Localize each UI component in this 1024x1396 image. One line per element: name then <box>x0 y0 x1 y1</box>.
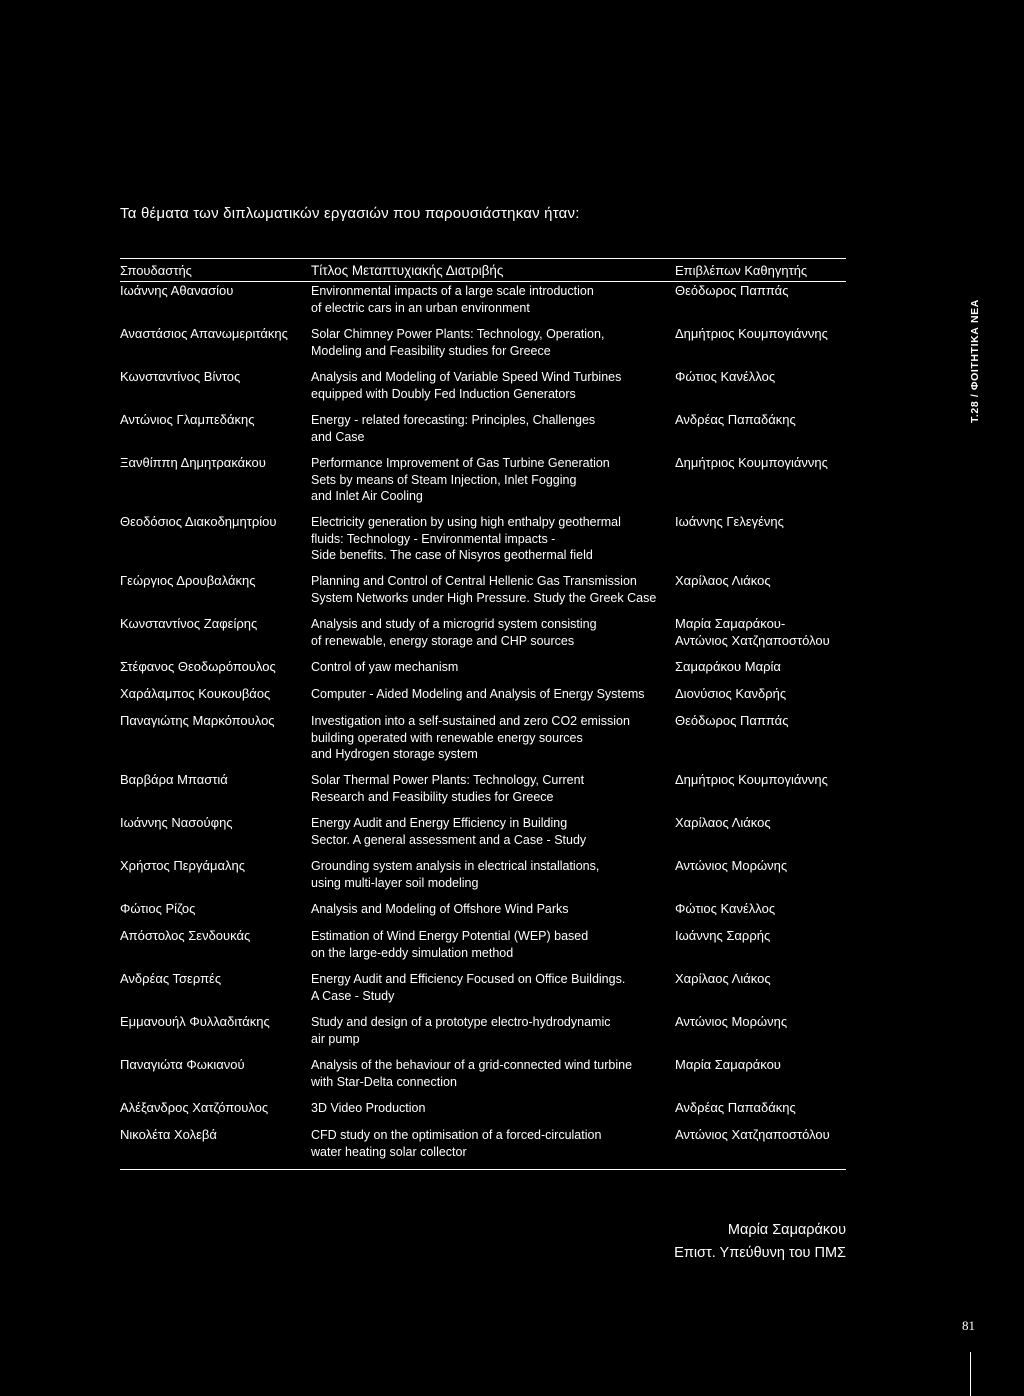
table-row <box>120 282 846 325</box>
supervisor-name: Αντώνιος Μορώνης <box>675 858 788 873</box>
page-number-rule <box>970 1352 971 1396</box>
table-row <box>120 454 846 513</box>
supervisor-name: Φώτιος Κανέλλος <box>675 901 776 916</box>
supervisor-name: Αντώνιος Χατζηαποστόλου <box>675 1127 830 1142</box>
student-name: Ιωάννης Αθανασίου <box>120 283 234 298</box>
thesis-title: Energy Audit and Efficiency Focused on Office Buildings. A Case - Study <box>311 972 626 1003</box>
supervisor-name: Αντώνιος Μορώνης <box>675 1014 788 1029</box>
student-name: Φώτιος Ρίζος <box>120 901 196 916</box>
thesis-title: Analysis and Modeling of Variable Speed Wind Turbines equipped with Doubly Fed Induction Generators <box>311 370 622 401</box>
header-student: Σπουδαστής <box>120 262 192 278</box>
student-name: Κωνσταντίνος Βίντος <box>120 369 241 384</box>
thesis-title: Solar Chimney Power Plants: Technology, Operation, Modeling and Feasibility studies for Greece <box>311 327 605 358</box>
thesis-title: Analysis and study of a microgrid system consisting of renewable, energy storage and CHP sources <box>311 617 597 648</box>
table-row <box>120 411 846 454</box>
supervisor-name: Διονύσιος Κανδρής <box>675 686 787 701</box>
supervisor-name: Δημήτριος Κουμπογιάννης <box>675 326 828 341</box>
page-number: 81 <box>962 1318 975 1333</box>
supervisor-name: Ανδρέας Παπαδάκης <box>675 1100 796 1115</box>
student-name: Αλέξανδρος Χατζόπουλος <box>120 1100 269 1115</box>
signature-name: Μαρία Σαμαράκου <box>727 1222 846 1238</box>
thesis-table <box>120 258 846 1170</box>
thesis-title: Study and design of a prototype electro-hydrodynamic air pump <box>311 1015 611 1046</box>
table-row <box>120 325 846 368</box>
table-header <box>120 259 846 282</box>
student-name: Απόστολος Σενδουκάς <box>120 928 251 943</box>
student-name: Παναγιώτα Φωκιανού <box>120 1057 245 1072</box>
student-name: Χαράλαμπος Κουκουβάος <box>120 686 271 701</box>
supervisor-name: Δημήτριος Κουμπογιάννης <box>675 455 828 470</box>
thesis-title: 3D Video Production <box>311 1101 426 1115</box>
thesis-title: Environmental impacts of a large scale introduction of electric cars in an urban environment <box>311 284 594 315</box>
supervisor-name: Χαρίλαος Λιάκος <box>675 573 771 588</box>
student-name: Ανδρέας Τσερπές <box>120 971 222 986</box>
student-name: Νικολέτα Χολεβά <box>120 1127 217 1142</box>
student-name: Ιωάννης Νασούφης <box>120 815 233 830</box>
student-name: Εμμανουήλ Φυλλαδιτάκης <box>120 1014 270 1029</box>
table-row <box>120 513 846 572</box>
table-row <box>120 1126 846 1169</box>
signature-block <box>674 1219 846 1265</box>
thesis-title: Performance Improvement of Gas Turbine Generation Sets by means of Steam Injection, Inlet Fogging and Inlet Air Cooling <box>311 456 610 503</box>
thesis-title: Energy - related forecasting: Principles, Challenges and Case <box>311 413 596 444</box>
table-row <box>120 927 846 970</box>
student-name: Κωνσταντίνος Ζαφείρης <box>120 616 258 631</box>
header-supervisor: Επιβλέπων Καθηγητής <box>675 262 808 278</box>
table-row <box>120 685 846 712</box>
supervisor-name: Σαμαράκου Μαρία <box>675 659 781 674</box>
table-row <box>120 1099 846 1126</box>
thesis-title: Control of yaw mechanism <box>311 660 459 674</box>
thesis-title: Computer - Aided Modeling and Analysis of Energy Systems <box>311 687 645 701</box>
supervisor-name: Χαρίλαος Λιάκος <box>675 971 771 986</box>
supervisor-name: Ιωάννης Γελεγένης <box>675 514 784 529</box>
table-bottom-rule <box>120 1169 846 1170</box>
table-row <box>120 857 846 900</box>
table-row <box>120 900 846 927</box>
student-name: Παναγιώτης Μαρκόπουλος <box>120 713 275 728</box>
supervisor-name: Ιωάννης Σαρρής <box>675 928 771 943</box>
table-row <box>120 368 846 411</box>
header-title: Τίτλος Μεταπτυχιακής Διατριβής <box>311 262 504 278</box>
side-section-label <box>966 286 984 436</box>
student-name: Αναστάσιος Απανωμεριτάκης <box>120 326 288 341</box>
supervisor-name: Θεόδωρος Παππάς <box>675 713 789 728</box>
supervisor-name: Ανδρέας Παπαδάκης <box>675 412 796 427</box>
student-name: Χρήστος Περγάμαλης <box>120 858 245 873</box>
intro-text: Τα θέματα των διπλωματικών εργασιών που παρουσιάστηκαν ήταν: <box>120 205 580 222</box>
thesis-title: Grounding system analysis in electrical installations, using multi-layer soil modeling <box>311 859 600 890</box>
supervisor-name: Φώτιος Κανέλλος <box>675 369 776 384</box>
table-row <box>120 712 846 771</box>
table-row <box>120 1013 846 1056</box>
table-row <box>120 615 846 658</box>
student-name: Θεοδόσιος Διακοδημητρίου <box>120 514 277 529</box>
thesis-title: Estimation of Wind Energy Potential (WEP) based on the large-eddy simulation method <box>311 929 589 960</box>
table-row <box>120 572 846 615</box>
student-name: Βαρβάρα Μπαστιά <box>120 772 228 787</box>
supervisor-name: Χαρίλαος Λιάκος <box>675 815 771 830</box>
table-row <box>120 1056 846 1099</box>
thesis-title: CFD study on the optimisation of a forced-circulation water heating solar collector <box>311 1128 602 1159</box>
thesis-title: Electricity generation by using high enthalpy geothermal fluids: Technology - Environmental impacts - Side benefits. The case of Nisyros geothermal field <box>311 515 621 562</box>
table-row <box>120 814 846 857</box>
student-name: Γεώργιος Δρουβαλάκης <box>120 573 256 588</box>
supervisor-name: Δημήτριος Κουμπογιάννης <box>675 772 828 787</box>
thesis-title: Energy Audit and Energy Efficiency in Building Sector. A general assessment and a Case - Study <box>311 816 587 847</box>
thesis-title: Analysis of the behaviour of a grid-connected wind turbine with Star-Delta connection <box>311 1058 633 1089</box>
table-row <box>120 771 846 814</box>
student-name: Ξανθίππη Δημητρακάκου <box>120 455 266 470</box>
supervisor-name: Μαρία Σαμαράκου <box>675 1057 781 1072</box>
side-section-label-text: Τ.28 / ΦΟΙΤΗΤΙΚΑ ΝΕΑ <box>969 299 981 423</box>
thesis-title: Investigation into a self-sustained and zero CO2 emission building operated with renewable energy sources and Hydrogen storage system <box>311 714 630 761</box>
thesis-title: Analysis and Modeling of Offshore Wind Parks <box>311 902 569 916</box>
table-row <box>120 658 846 685</box>
signature-role: Επιστ. Υπεύθυνη του ΠΜΣ <box>674 1245 846 1261</box>
student-name: Αντώνιος Γλαμπεδάκης <box>120 412 255 427</box>
supervisor-name: Μαρία Σαμαράκου- Αντώνιος Χατζηαποστόλου <box>675 616 830 648</box>
thesis-title: Planning and Control of Central Hellenic Gas Transmission System Networks under High Pressure. Study the Greek Case <box>311 574 657 605</box>
thesis-title: Solar Thermal Power Plants: Technology, Current Research and Feasibility studies for Greece <box>311 773 585 804</box>
student-name: Στέφανος Θεοδωρόπουλος <box>120 659 276 674</box>
supervisor-name: Θεόδωρος Παππάς <box>675 283 789 298</box>
table-row <box>120 970 846 1013</box>
